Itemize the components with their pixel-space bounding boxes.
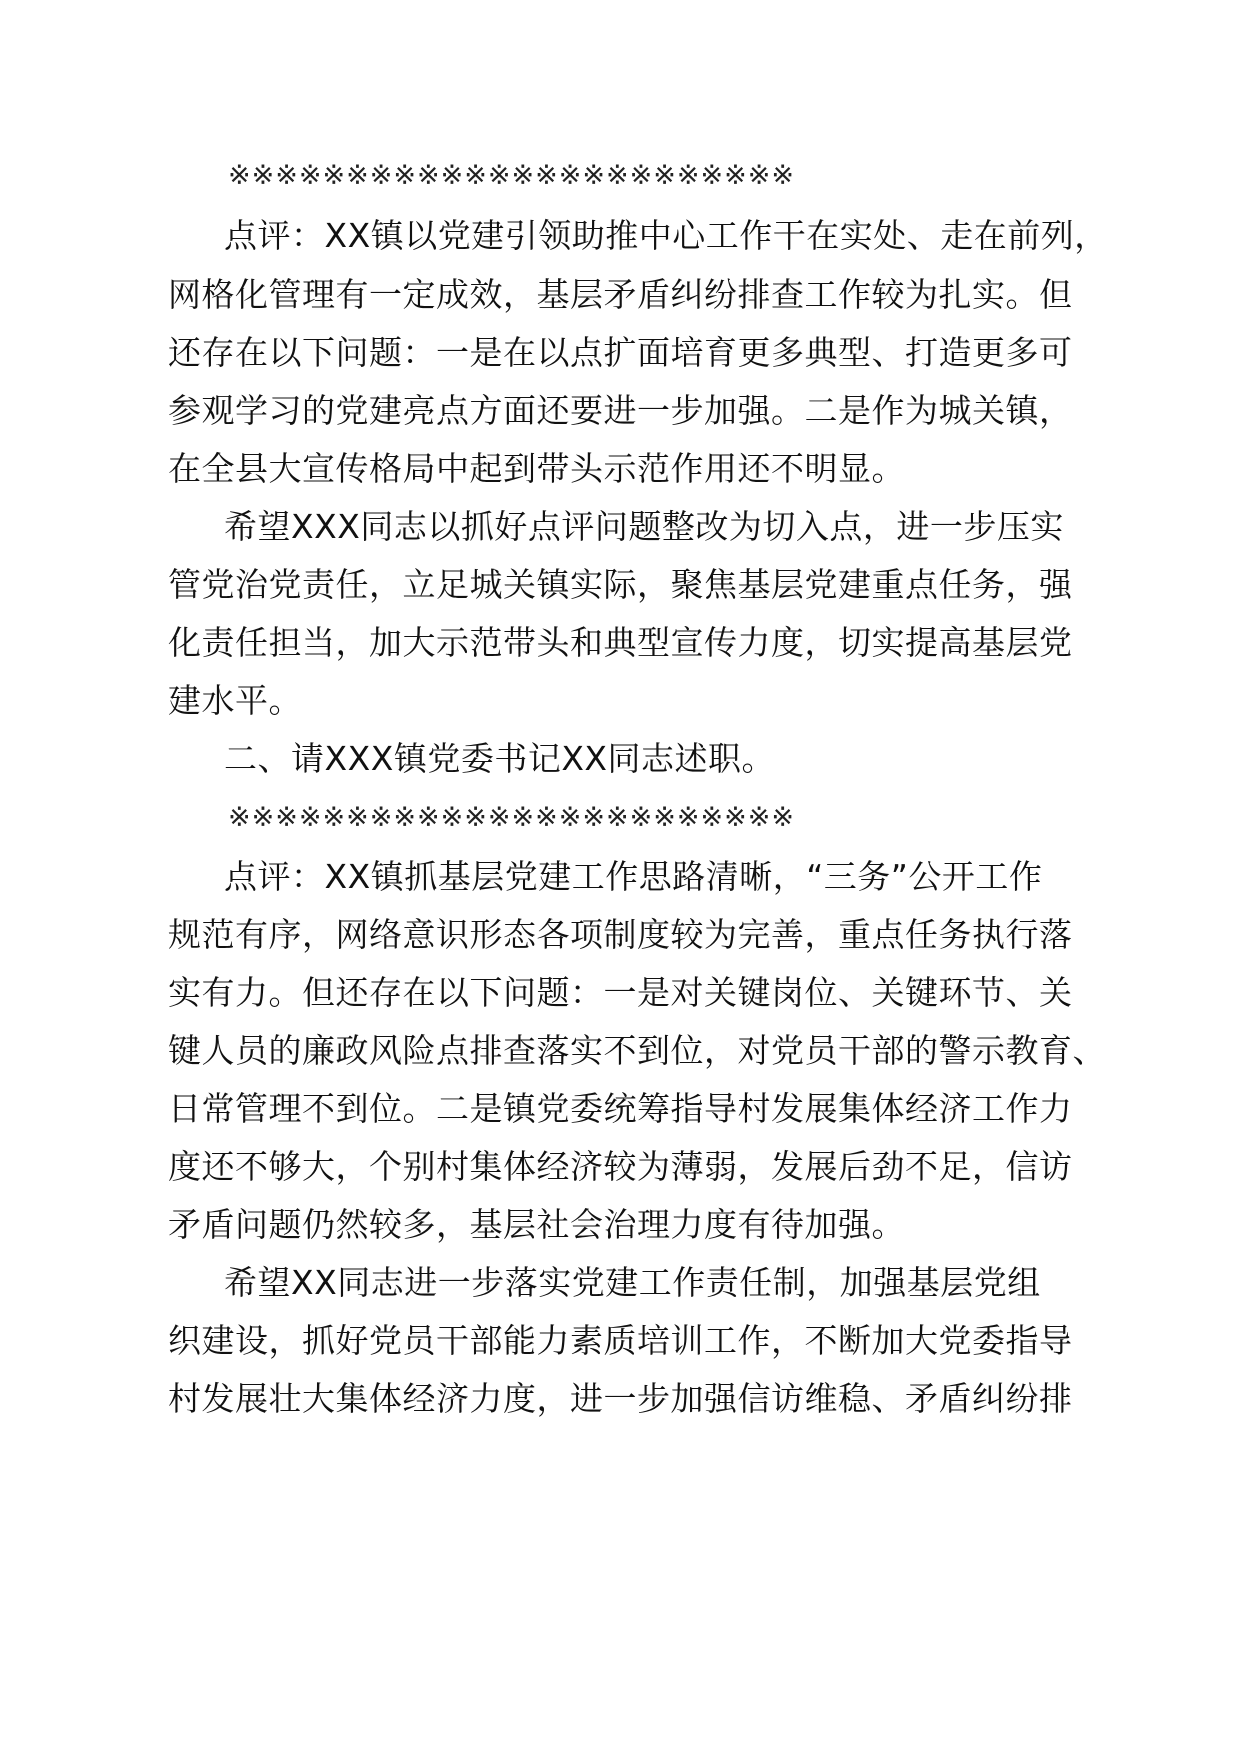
comment-2-line-7: 矛盾问题仍然较多，基层社会治理力度有待加强。 [168,1205,905,1244]
comment-1-line-3: 还存在以下问题：一是在以点扩面培育更多典型、打造更多可 [168,333,1073,372]
section-heading-2: 二、请XXX镇党委书记XX同志述职。 [224,739,776,778]
comment-2-line-5: 日常管理不到位。二是镇党委统筹指导村发展集体经济工作力 [168,1089,1073,1128]
comment-1-line-1: 点评：XX镇以党建引领助推中心工作干在实处、走在前列， [224,216,1108,255]
comment-2-line-2: 规范有序，网络意识形态各项制度较为完善，重点任务执行落 [168,915,1073,954]
comment-2-line-6: 度还不够大，个别村集体经济较为薄弱，发展后劲不足，信访 [168,1147,1073,1186]
hope-1-line-3: 化责任担当，加大示范带头和典型宣传力度，切实提高基层党 [168,623,1073,662]
comment-2-line-1: 点评：XX镇抓基层党建工作思路清晰，“三务”公开工作 [224,857,1043,896]
comment-2-line-3: 实有力。但还存在以下问题：一是对关键岗位、关键环节、关 [168,973,1073,1012]
comment-1-line-5: 在全县大宣传格局中起到带头示范作用还不明显。 [168,449,905,488]
separator-line-2: ※※※※※※※※※※※※※※※※※※※※※※※※ [228,802,795,833]
separator-line-1: ※※※※※※※※※※※※※※※※※※※※※※※※ [228,160,795,191]
hope-2-line-2: 织建设，抓好党员干部能力素质培训工作，不断加大党委指导 [168,1321,1073,1360]
hope-2-line-3: 村发展壮大集体经济力度，进一步加强信访维稳、矛盾纠纷排 [168,1379,1073,1418]
comment-2-line-4: 键人员的廉政风险点排查落实不到位，对党员干部的警示教育、 [168,1031,1106,1070]
hope-1-line-1: 希望XXX同志以抓好点评问题整改为切入点，进一步压实 [224,507,1064,546]
comment-1-line-2: 网格化管理有一定成效，基层矛盾纠纷排查工作较为扎实。但 [168,275,1073,314]
hope-1-line-2: 管党治党责任，立足城关镇实际，聚焦基层党建重点任务，强 [168,565,1073,604]
hope-2-line-1: 希望XX同志进一步落实党建工作责任制，加强基层党组 [224,1263,1041,1302]
hope-1-line-4: 建水平。 [168,681,302,720]
comment-1-line-4: 参观学习的党建亮点方面还要进一步加强。二是作为城关镇， [168,391,1073,430]
